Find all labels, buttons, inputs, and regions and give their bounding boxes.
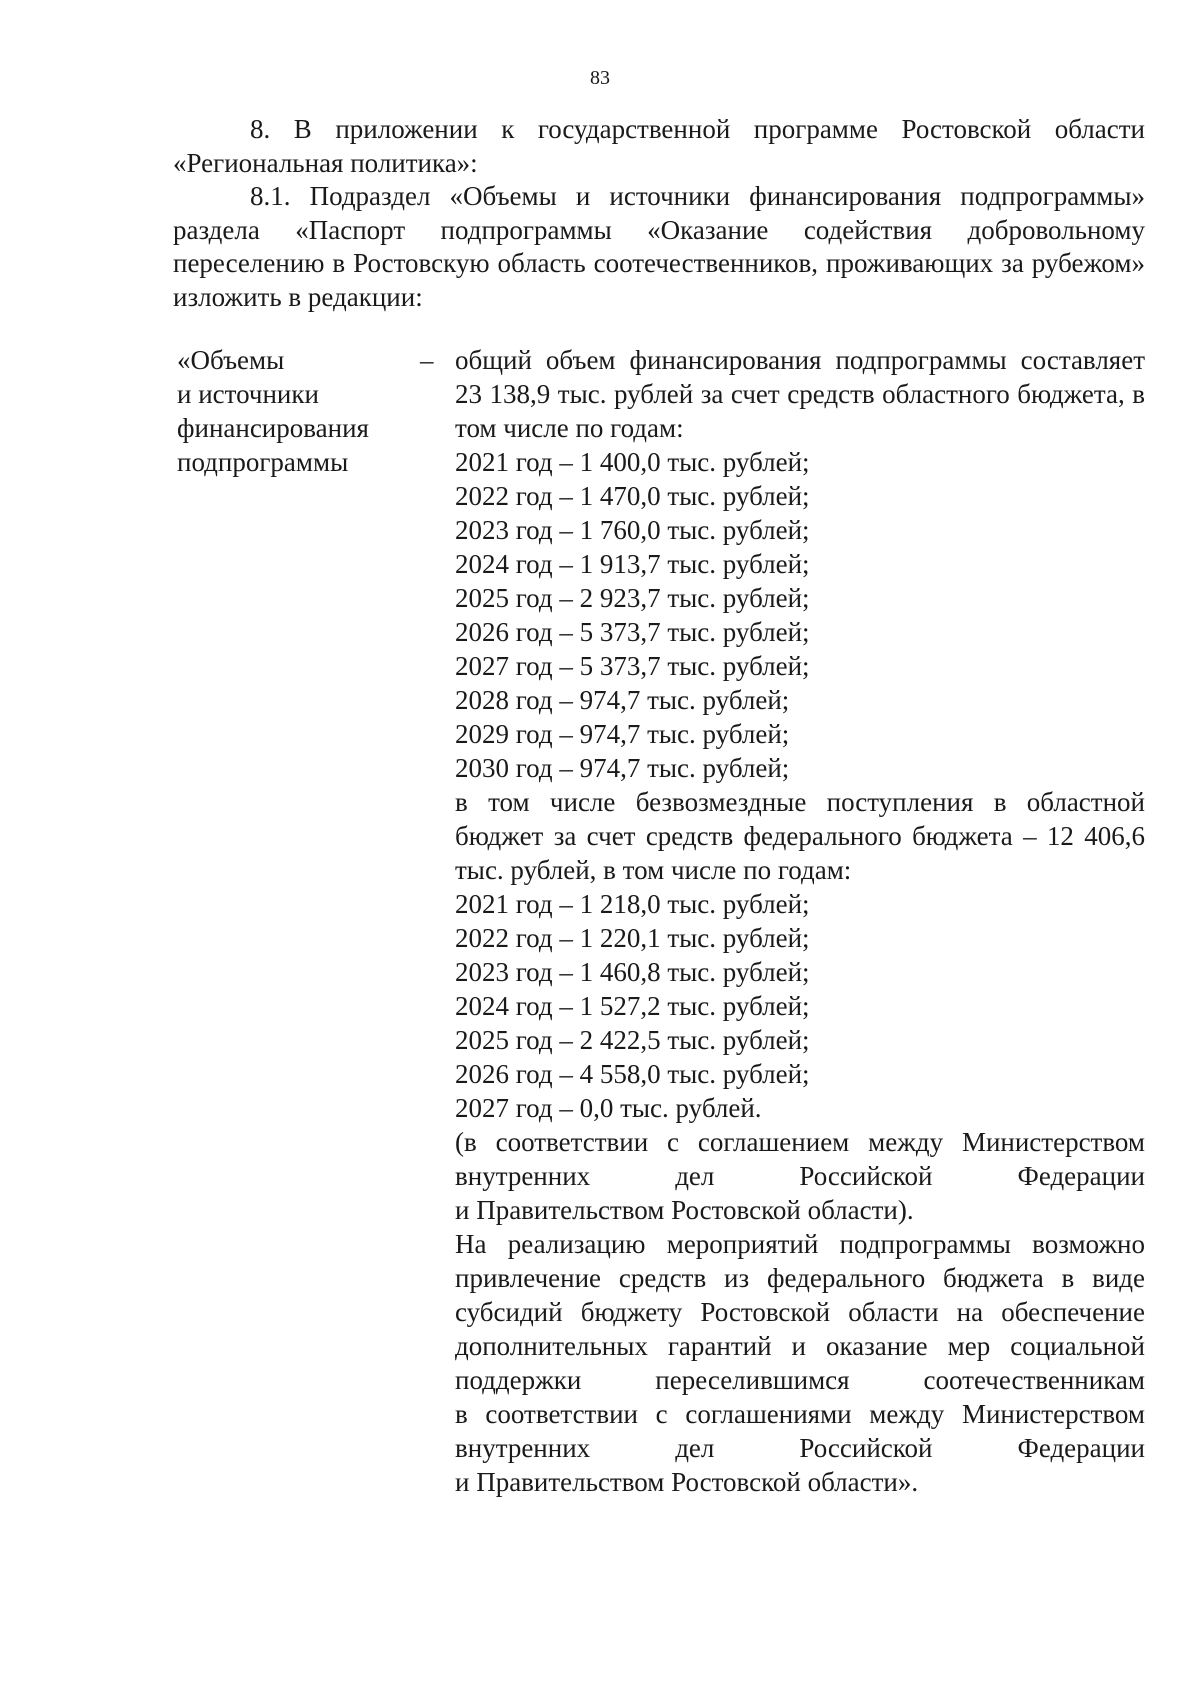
- federal-funding-text: в том числе безвозмездные поступления в областной бюджет за счет средств федерального бюджета – 12 406,6 тыс. рублей, в том числе по годам:: [455, 787, 1145, 885]
- closing-line-1: [455, 1227, 1145, 1261]
- word: Российской: [799, 1433, 933, 1463]
- total-year-line: 2027 год – 5 373,7 тыс. рублей;: [455, 651, 810, 681]
- word: соотечественникам: [923, 1365, 1145, 1395]
- text-line: в соответствии с соглашениями между Министерством: [455, 1399, 1145, 1429]
- label-dash: –: [420, 345, 434, 375]
- total-year-line: 2025 год – 2 923,7 тыс. рублей;: [455, 583, 810, 613]
- page-number: 83: [590, 67, 610, 89]
- passport-label: [177, 343, 407, 479]
- text-line: (в соответствии с соглашением между Министерством: [455, 1127, 1145, 1157]
- text-line: На реализацию мероприятий подпрограммы возможно: [455, 1229, 1145, 1259]
- text-line: дополнительных гарантий и оказание мер социальной: [455, 1331, 1145, 1361]
- total-year-line: 2021 год – 1 400,0 тыс. рублей;: [455, 447, 810, 477]
- word: Российской: [799, 1161, 933, 1191]
- paragraph-item-8-1: 8.1. Подраздел «Объемы и источники финансирования подпрограммы» раздела «Паспорт подпрограммы «Оказание содействия добровольному переселению в Ростовскую область соотечественников, проживающих за рубежом» изложить в редакции:: [173, 181, 1145, 312]
- closing-line-4: [455, 1329, 1145, 1363]
- total-year-line: 2024 год – 1 913,7 тыс. рублей;: [455, 549, 810, 579]
- total-year-line: 2023 год – 1 760,0 тыс. рублей;: [455, 515, 810, 545]
- federal-year-line: 2021 год – 1 218,0 тыс. рублей;: [455, 889, 810, 919]
- total-year-line: 2022 год – 1 470,0 тыс. рублей;: [455, 481, 810, 511]
- label-line: подпрограммы: [177, 447, 349, 477]
- text-line: привлечение средств из федерального бюджета в виде: [455, 1263, 1145, 1293]
- closing-line-8: и Правительством Ростовской области».: [455, 1467, 919, 1497]
- federal-year-line: 2025 год – 2 422,5 тыс. рублей;: [455, 1025, 810, 1055]
- federal-year-line: 2024 год – 1 527,2 тыс. рублей;: [455, 991, 810, 1021]
- federal-year-line: 2026 год – 4 558,0 тыс. рублей;: [455, 1059, 810, 1089]
- agreement-note-line-3: и Правительством Ростовской области).: [455, 1195, 914, 1225]
- closing-line-2: [455, 1261, 1145, 1295]
- word: дел: [675, 1433, 715, 1463]
- label-line: и источники: [177, 379, 319, 409]
- closing-line-5: [455, 1363, 1145, 1397]
- label-line: «Объемы: [177, 345, 285, 375]
- word: Федерации: [1017, 1433, 1145, 1463]
- passport-content: [455, 343, 1145, 1499]
- agreement-note-line-2: [455, 1159, 1145, 1193]
- total-year-line: 2026 год – 5 373,7 тыс. рублей;: [455, 617, 810, 647]
- federal-year-line: 2023 год – 1 460,8 тыс. рублей;: [455, 957, 810, 987]
- text-line: субсидий бюджету Ростовской области на обеспечение: [455, 1297, 1145, 1327]
- agreement-note-line-1: [455, 1125, 1145, 1159]
- total-year-line: 2029 год – 974,7 тыс. рублей;: [455, 719, 790, 749]
- label-line: финансирования: [177, 413, 369, 443]
- total-year-line: 2028 год – 974,7 тыс. рублей;: [455, 685, 790, 715]
- paragraph-item-8: 8. В приложении к государственной программе Ростовской области «Региональная политика»:: [173, 114, 1145, 178]
- word: внутренних: [455, 1433, 591, 1463]
- closing-line-3: [455, 1295, 1145, 1329]
- intro-section: [173, 113, 1145, 314]
- word: Федерации: [1017, 1161, 1145, 1191]
- word: дел: [675, 1161, 715, 1191]
- total-funding-text: общий объем финансирования подпрограммы составляет 23 138,9 тыс. рублей за счет средств областного бюджета, в том числе по годам:: [455, 345, 1145, 443]
- total-year-line: 2030 год – 974,7 тыс. рублей;: [455, 753, 790, 783]
- closing-line-6: [455, 1397, 1145, 1431]
- word: переселившимся: [655, 1365, 850, 1395]
- closing-line-7: [455, 1431, 1145, 1465]
- word: поддержки: [455, 1365, 582, 1395]
- word: внутренних: [455, 1161, 591, 1191]
- federal-year-line: 2027 год – 0,0 тыс. рублей.: [455, 1093, 762, 1123]
- federal-year-line: 2022 год – 1 220,1 тыс. рублей;: [455, 923, 810, 953]
